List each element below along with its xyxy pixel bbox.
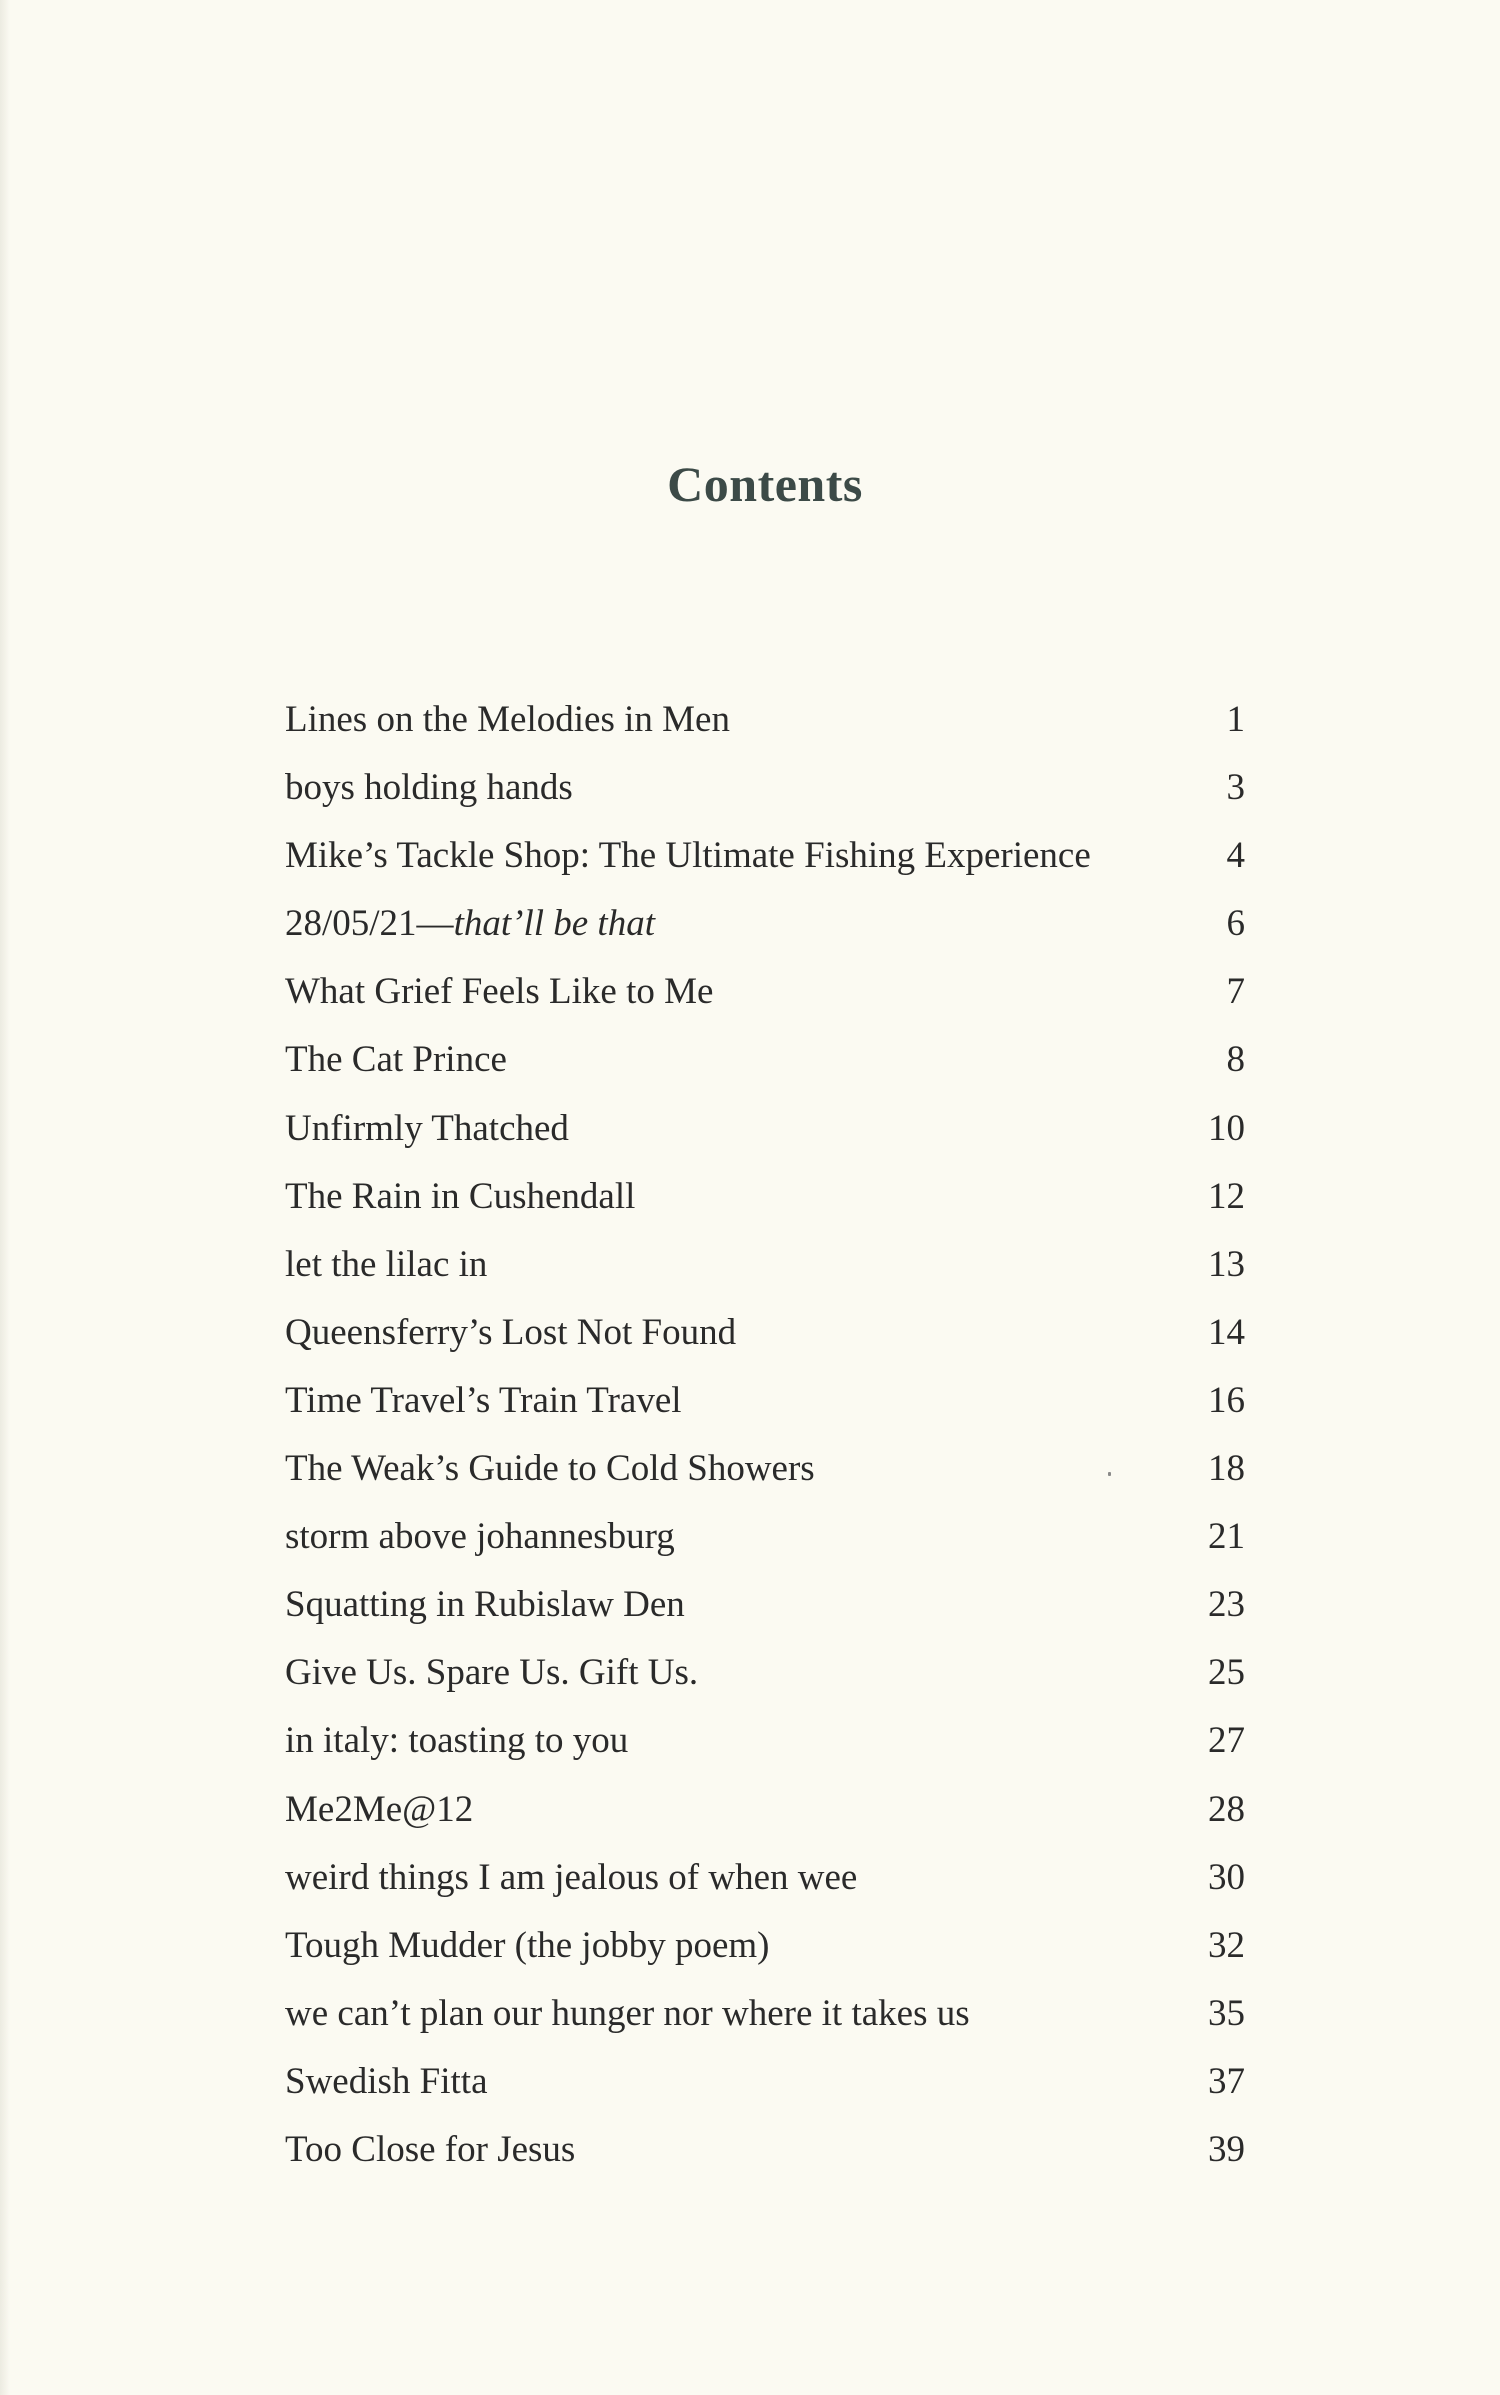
toc-entry-title: Me2Me@12 <box>285 1788 474 1830</box>
toc-entry-title: Squatting in Rubislaw Den <box>285 1584 685 1626</box>
toc-entry-title: storm above johannesburg <box>285 1516 675 1558</box>
toc-entry <box>285 1639 1245 1707</box>
toc-entry-title: Swedish Fitta <box>285 2060 488 2102</box>
toc-entry-title: The Rain in Cushendall <box>285 1175 636 1217</box>
toc-entry-title: boys holding hands <box>285 767 573 809</box>
toc-entry <box>285 1503 1245 1571</box>
toc-entry-title: Tough Mudder (the jobby poem) <box>285 1924 770 1966</box>
toc-entry-page: 23 <box>1208 1584 1245 1626</box>
toc-entry-page: 39 <box>1208 2128 1245 2170</box>
toc-entry-title <box>285 890 655 958</box>
toc-entry <box>285 2048 1245 2116</box>
toc-entry-page: 27 <box>1208 1720 1245 1762</box>
toc-entry <box>285 1707 1245 1775</box>
toc-entry-page: 10 <box>1208 1107 1245 1149</box>
toc-entry-page: 16 <box>1208 1379 1245 1421</box>
page-title: Contents <box>667 456 863 512</box>
toc-entry-page: 37 <box>1208 2060 1245 2102</box>
toc-entry-title: Time Travel’s Train Travel <box>285 1379 682 1421</box>
toc-entry-page: 14 <box>1208 1311 1245 1353</box>
toc-entry-title: Unfirmly Thatched <box>285 1107 569 1149</box>
toc-entry-page: 32 <box>1208 1924 1245 1966</box>
toc-entry-page: 1 <box>1226 699 1245 740</box>
toc-entry <box>285 686 1245 754</box>
toc-entry-title: weird things I am jealous of when wee <box>285 1856 858 1898</box>
toc-entry <box>285 1571 1245 1639</box>
toc-entry-page: 4 <box>1226 835 1245 877</box>
toc-entry <box>285 1435 1245 1503</box>
toc-entry-title: Give Us. Spare Us. Gift Us. <box>285 1652 699 1694</box>
toc-entry-page: 25 <box>1208 1652 1245 1694</box>
toc-entry <box>285 890 1245 958</box>
toc-entry-page: 13 <box>1208 1243 1245 1285</box>
table-of-contents <box>285 686 1245 2184</box>
toc-entry <box>285 1912 1245 1980</box>
toc-entry-page: 28 <box>1208 1788 1245 1830</box>
page-edge <box>0 0 10 2395</box>
toc-entry <box>285 1367 1245 1435</box>
toc-entry <box>285 1776 1245 1844</box>
toc-entry <box>285 2116 1245 2184</box>
toc-entry <box>285 1299 1245 1367</box>
toc-entry-title: Queensferry’s Lost Not Found <box>285 1311 737 1353</box>
toc-entry-page: 8 <box>1226 1039 1245 1081</box>
toc-entry-title: The Cat Prince <box>285 1039 507 1081</box>
toc-entry-title: Mike’s Tackle Shop: The Ultimate Fishing Experience <box>285 835 1091 877</box>
toc-entry <box>285 1163 1245 1231</box>
toc-entry-title: let the lilac in <box>285 1243 488 1285</box>
toc-entry-title: Lines on the Melodies in Men <box>285 699 730 740</box>
toc-entry-title-main: 28/05/21— <box>285 903 454 945</box>
toc-entry <box>285 1231 1245 1299</box>
toc-entry <box>285 754 1245 822</box>
toc-entry <box>285 1026 1245 1094</box>
toc-entry <box>285 958 1245 1026</box>
toc-entry-title: we can’t plan our hunger nor where it takes us <box>285 1992 970 2034</box>
toc-entry-page: 7 <box>1226 971 1245 1013</box>
toc-entry-title: in italy: toasting to you <box>285 1720 629 1762</box>
toc-entry-page: 30 <box>1208 1856 1245 1898</box>
toc-entry-title: Too Close for Jesus <box>285 2128 576 2170</box>
toc-entry <box>285 1844 1245 1912</box>
print-speck <box>1108 1472 1111 1476</box>
toc-entry-title: What Grief Feels Like to Me <box>285 971 714 1013</box>
toc-entry-page: 18 <box>1208 1448 1245 1490</box>
toc-entry <box>285 1980 1245 2048</box>
toc-entry-page: 21 <box>1208 1516 1245 1558</box>
toc-entry <box>285 822 1245 890</box>
toc-entry-page: 3 <box>1226 767 1245 809</box>
toc-entry <box>285 1095 1245 1163</box>
toc-entry-title-italic: that’ll be that <box>453 903 655 945</box>
toc-entry-title: The Weak’s Guide to Cold Showers <box>285 1448 815 1490</box>
toc-entry-page: 35 <box>1208 1992 1245 2034</box>
toc-entry-page: 12 <box>1208 1175 1245 1217</box>
toc-entry-page: 6 <box>1226 903 1245 945</box>
